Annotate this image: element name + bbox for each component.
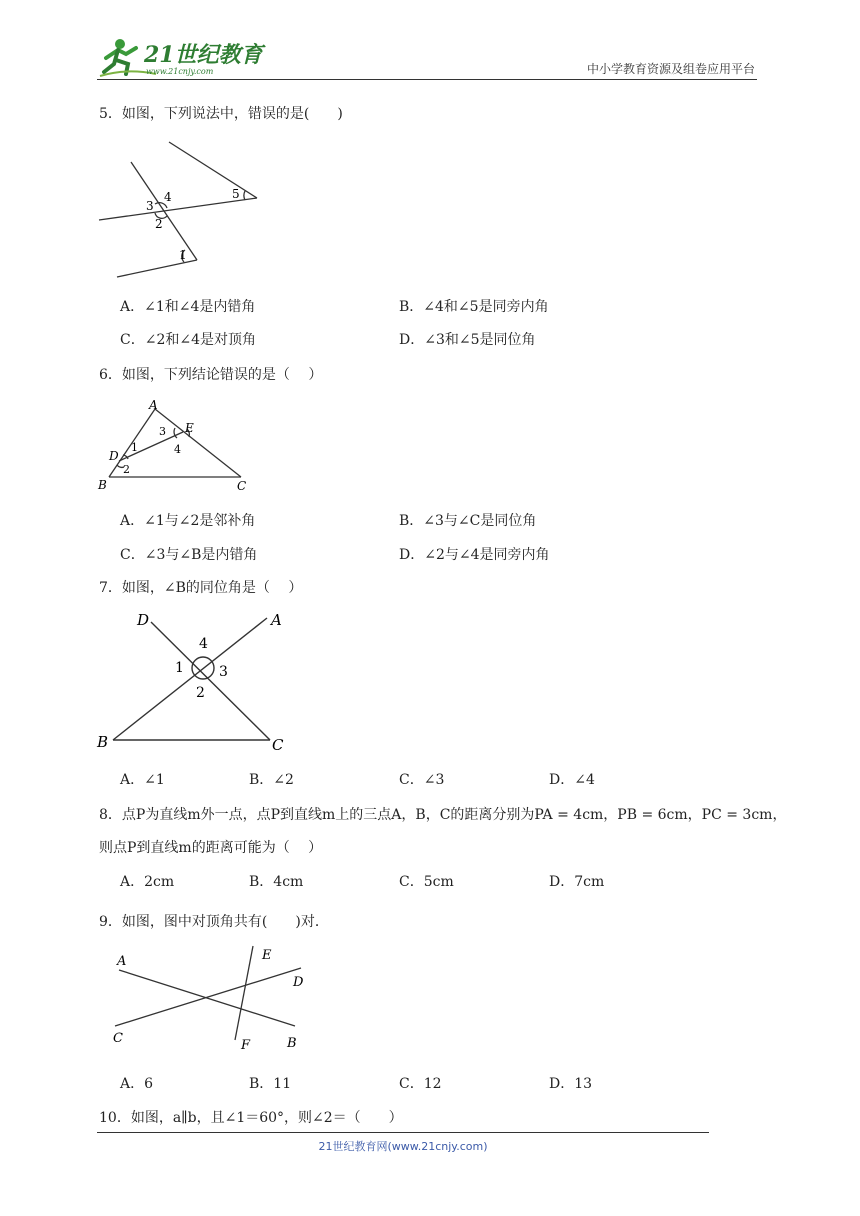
q6-option-b[interactable]: B．∠3与∠C是同位角 — [399, 513, 537, 529]
fig6-label-a: A — [149, 398, 158, 412]
question-7-stem: 7．如图，∠B的同位角是（ ） — [99, 580, 303, 596]
fig7-label-d: D — [137, 611, 150, 629]
q5-option-d[interactable]: D．∠3和∠5是同位角 — [399, 332, 536, 348]
q5-option-b[interactable]: B．∠4和∠5是同旁内角 — [399, 299, 549, 315]
q9-option-b[interactable]: B．11 — [249, 1076, 292, 1092]
fig6-label-c: C — [237, 479, 247, 493]
q7-option-d[interactable]: D．∠4 — [549, 772, 595, 788]
q5-option-c[interactable]: C．∠2和∠4是对顶角 — [120, 332, 256, 348]
fig6-label-2: 2 — [123, 463, 130, 476]
site-logo — [96, 34, 266, 78]
site-name: 中小学教育资源及组卷应用平台 — [586, 62, 755, 76]
fig6-label-e: E — [185, 421, 194, 435]
q6-option-c[interactable]: C．∠3与∠B是内错角 — [120, 547, 258, 563]
fig7-label-2: 2 — [196, 685, 205, 701]
question-6-stem: 6．如图，下列结论错误的是（ ） — [99, 367, 323, 383]
q7-option-c[interactable]: C．∠3 — [399, 772, 445, 788]
q8-option-c[interactable]: C．5cm — [399, 874, 454, 890]
figure-q7 — [95, 608, 295, 758]
q7-option-a[interactable]: A．∠1 — [120, 772, 165, 788]
fig9-label-c: C — [113, 1031, 123, 1046]
fig6-label-1: 1 — [131, 441, 138, 454]
figure-q5 — [95, 138, 265, 283]
q9-option-a[interactable]: A．6 — [120, 1076, 154, 1092]
svg-text:www.21cnjy.com: www.21cnjy.com — [146, 67, 214, 76]
runner-logo-icon — [96, 34, 266, 78]
fig7-label-c: C — [272, 736, 284, 754]
fig7-label-a: A — [271, 611, 282, 629]
svg-text:21世纪教育: 21世纪教育 — [144, 42, 263, 68]
q9-option-d[interactable]: D．13 — [549, 1076, 593, 1092]
figure-q9 — [95, 940, 325, 1060]
fig5-label-1: 1 — [179, 248, 187, 262]
fig9-label-b: B — [287, 1036, 297, 1051]
footer-divider — [97, 1132, 709, 1133]
fig7-label-b: B — [97, 733, 109, 751]
fig9-label-a: A — [117, 954, 127, 969]
q9-option-c[interactable]: C．12 — [399, 1076, 442, 1092]
question-10-stem: 10．如图，a∥b，且∠1＝60°，则∠2＝（ ） — [99, 1110, 403, 1126]
fig5-label-4: 4 — [164, 190, 172, 204]
q6-option-a[interactable]: A．∠1与∠2是邻补角 — [120, 513, 256, 529]
fig7-label-3: 3 — [219, 664, 228, 680]
fig6-label-d: D — [109, 449, 119, 463]
q8-option-b[interactable]: B．4cm — [249, 874, 304, 890]
question-8-stem-line2: 则点P到直线m的距离可能为（ ） — [99, 840, 323, 856]
fig7-label-1: 1 — [175, 660, 184, 676]
fig5-label-5: 5 — [232, 187, 240, 201]
footer-link[interactable]: 21世纪教育网(www.21cnjy.com) — [318, 1140, 488, 1153]
fig7-label-4: 4 — [199, 636, 208, 652]
q8-option-a[interactable]: A．2cm — [120, 874, 175, 890]
q6-option-d[interactable]: D．∠2与∠4是同旁内角 — [399, 547, 550, 563]
fig6-label-4: 4 — [174, 443, 181, 456]
fig9-label-e: E — [262, 948, 272, 963]
fig6-label-3: 3 — [159, 425, 166, 438]
figure-q6 — [95, 395, 255, 495]
question-8-stem-line1: 8．点P为直线m外一点，点P到直线m上的三点A，B，C的距离分别为PA = 4cm，PB = 6cm，PC = 3cm， — [99, 807, 787, 823]
fig5-label-3: 3 — [146, 199, 154, 213]
fig6-label-b: B — [98, 478, 107, 492]
fig9-label-d: D — [293, 975, 304, 990]
header-divider — [97, 79, 757, 80]
q7-option-b[interactable]: B．∠2 — [249, 772, 294, 788]
fig5-label-2: 2 — [155, 217, 163, 231]
question-5-stem: 5．如图，下列说法中，错误的是( ) — [99, 106, 343, 122]
fig9-label-f: F — [241, 1038, 251, 1053]
q5-option-a[interactable]: A．∠1和∠4是内错角 — [120, 299, 256, 315]
q8-option-d[interactable]: D．7cm — [549, 874, 605, 890]
question-9-stem: 9．如图，图中对顶角共有( )对． — [99, 914, 329, 930]
